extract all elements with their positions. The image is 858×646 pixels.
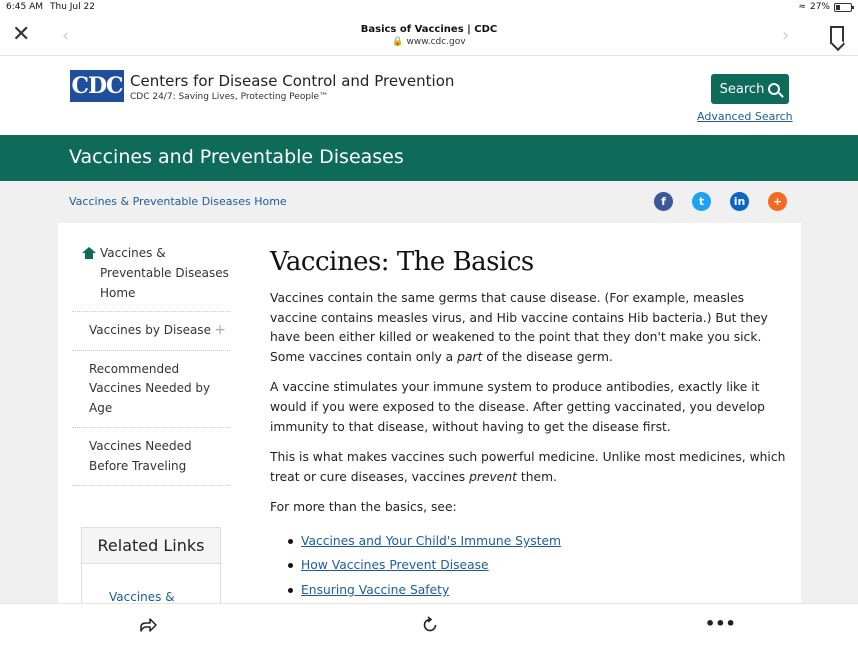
paragraph-2: A vaccine stimulates your immune system to produce antibodies, exactly like it would if you were exposed to the disease. After getting vaccinated, you develop immunity to that disease, without having to get the disease first. xyxy=(270,380,765,434)
facebook-icon[interactable]: f xyxy=(654,192,673,211)
p3-text-a: This is what makes vaccines such powerful medicine. Unlike most medicines, which treat or cure diseases, vaccines xyxy=(270,450,786,484)
main-article xyxy=(270,247,790,602)
paragraph-4: For more than the basics, see: xyxy=(270,500,457,515)
paragraph-1 xyxy=(270,289,790,367)
url-text: www.cdc.gov xyxy=(406,37,466,47)
expand-icon[interactable]: + xyxy=(214,322,226,338)
p1-emphasis: part xyxy=(457,349,483,364)
forward-icon[interactable]: › xyxy=(782,25,790,46)
back-icon[interactable]: ‹ xyxy=(62,25,70,46)
bottom-toolbar xyxy=(0,603,858,646)
section-banner xyxy=(0,135,858,181)
content-card xyxy=(58,223,801,603)
sidebar-item-label: Vaccines by Disease xyxy=(89,323,211,337)
browser-page-title: Basics of Vaccines | CDC xyxy=(360,24,498,35)
status-right xyxy=(798,2,852,12)
browser-url[interactable]: 🔒 www.cdc.gov xyxy=(392,37,466,47)
sidebar-nav xyxy=(72,235,230,486)
syndicate-icon[interactable]: + xyxy=(768,192,787,211)
search-button[interactable] xyxy=(711,74,789,104)
sidebar-item-label: Recommended Vaccines Needed by Age xyxy=(89,361,211,415)
link-immune-system[interactable]: Vaccines and Your Child's Immune System xyxy=(301,529,790,554)
link-vaccine-safety[interactable]: Ensuring Vaccine Safety xyxy=(301,578,790,603)
status-time: 6:45 AM xyxy=(6,2,43,12)
sidebar-item-label: Vaccines Needed Before Traveling xyxy=(89,439,192,473)
org-name[interactable]: Centers for Disease Control and Prevention xyxy=(130,72,455,90)
status-date: Thu Jul 22 xyxy=(50,2,95,12)
battery-icon xyxy=(834,3,852,12)
basics-link-list xyxy=(301,529,790,603)
related-link[interactable]: Vaccines & xyxy=(109,590,175,603)
browser-nav-bar xyxy=(0,16,858,56)
p1-text-b: of the disease germ. xyxy=(482,349,613,364)
cdc-logo[interactable]: CDC xyxy=(70,70,124,102)
sidebar-item-vaccines-by-disease[interactable] xyxy=(72,312,230,351)
sidebar-item-before-traveling[interactable] xyxy=(72,428,230,486)
battery-percent: 27% xyxy=(809,2,830,12)
paragraph-3 xyxy=(270,448,790,487)
breadcrumb-row xyxy=(0,181,858,223)
banner-title[interactable]: Vaccines and Preventable Diseases xyxy=(69,146,404,168)
search-icon xyxy=(768,83,780,95)
advanced-search-link[interactable]: Advanced Search xyxy=(697,110,793,123)
p3-text-b: them. xyxy=(516,469,557,484)
bookmark-icon[interactable] xyxy=(830,26,844,44)
status-bar xyxy=(0,0,858,16)
p3-emphasis: prevent xyxy=(469,469,517,484)
related-links-title: Related Links xyxy=(82,528,220,564)
close-icon[interactable]: ✕ xyxy=(12,22,31,47)
reload-icon[interactable] xyxy=(421,616,439,634)
related-links-box xyxy=(81,527,221,603)
more-icon[interactable]: ••• xyxy=(705,614,736,633)
breadcrumb[interactable]: Vaccines & Preventable Diseases Home xyxy=(69,195,287,208)
sidebar-home-label: Vaccines & Preventable Diseases Home xyxy=(100,246,229,300)
linkedin-icon[interactable]: in xyxy=(730,192,749,211)
search-button-label: Search xyxy=(719,81,765,97)
p1-text-a: Vaccines contain the same germs that cause disease. (For example, measles vaccine contains measles virus, and Hib vaccine contains Hib bacteria.) But they have been either killed or weakened to the point that they don't make you sick. Some vaccines contain only a xyxy=(270,291,768,364)
site-header xyxy=(0,56,858,135)
sidebar-item-home[interactable] xyxy=(72,235,230,312)
page-title: Vaccines: The Basics xyxy=(270,247,534,277)
org-tagline: CDC 24/7: Saving Lives, Protecting People™ xyxy=(130,92,329,102)
home-icon xyxy=(82,247,96,259)
wifi-icon: ≈ xyxy=(798,2,806,12)
share-icon[interactable] xyxy=(139,616,157,634)
sidebar-item-recommended-by-age[interactable] xyxy=(72,351,230,429)
twitter-icon[interactable]: t xyxy=(692,192,711,211)
link-how-vaccines-prevent[interactable]: How Vaccines Prevent Disease xyxy=(301,553,790,578)
